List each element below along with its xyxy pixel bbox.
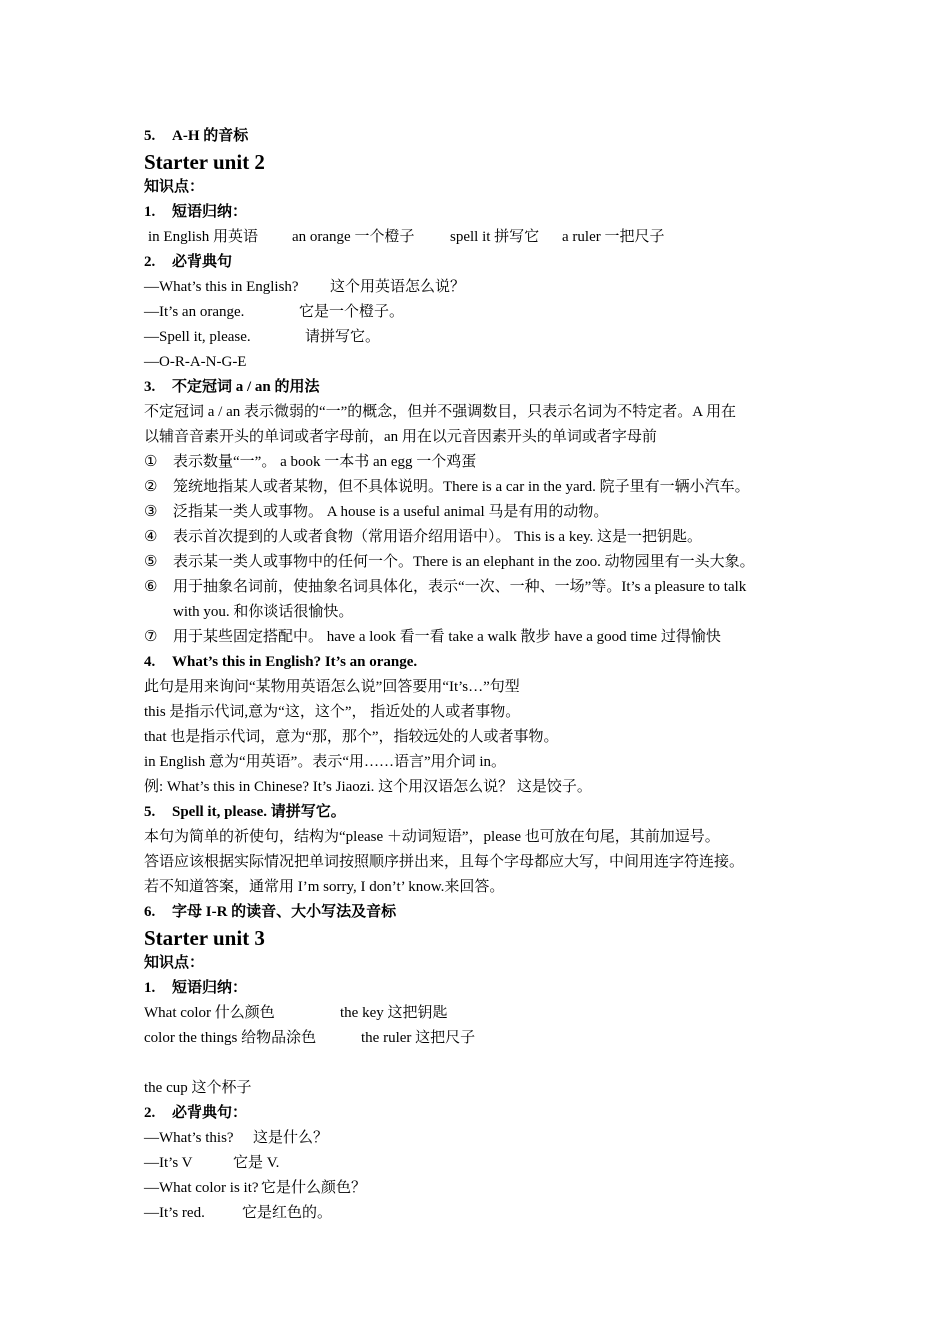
phrase-list: What color 什么颜色 the key 这把钥匙 <box>144 1005 448 1021</box>
dialog-line: —O-R-A-N-G-E <box>144 354 247 370</box>
unit-title: Starter unit 2 <box>144 150 265 174</box>
paragraph-line: 本句为简单的祈使句，结构为“please ＋动词短语”，please 也可放在句尾，其前加逗号。 <box>144 829 720 845</box>
spacer <box>144 1051 834 1076</box>
paragraph-line: 若不知道答案，通常用 I’m sorry, I don’t’ know.来回答。 <box>144 879 505 895</box>
dialog-line: —What’s this in English? 这个用英语怎么说？ <box>144 279 466 295</box>
section-heading: 2. 必背典句： <box>144 1105 248 1121</box>
usage-item-continued: with you. 和你谈话很愉快。 <box>173 604 354 620</box>
paragraph-line: 例: What’s this in Chinese? It’s Jiaozi. 这个用汉语怎么说？ 这是饺子。 <box>144 779 592 795</box>
usage-item: ⑦ 用于某些固定搭配中。 have a look 看一看 take a walk 散步 have a good time 过得愉快 <box>144 629 721 645</box>
dialog-line: —It’s red. 它是红色的。 <box>144 1205 333 1221</box>
dialog-line: —What color is it? 它是什么颜色？ <box>144 1180 367 1196</box>
paragraph-line: 以辅音音素开头的单词或者字母前，an 用在以元音因素开头的单词或者字母前 <box>144 429 657 445</box>
section-heading: 2. 必背典句 <box>144 254 233 270</box>
dialog-line: —What’s this? 这是什么？ <box>144 1130 329 1146</box>
section-heading: 5. Spell it, please. 请拼写它。 <box>144 804 346 820</box>
dialog-line: —Spell it, please. 请拼写它。 <box>144 329 381 345</box>
usage-item: ④ 表示首次提到的人或者食物（常用语介绍用语中）。 This is a key. 这是一把钥匙。 <box>144 529 703 545</box>
phrase-list: color the things 给物品涂色 the ruler 这把尺子 <box>144 1030 476 1046</box>
paragraph-line: 不定冠词 a / an 表示微弱的“一”的概念，但并不强调数目，只表示名词为不特定者。A 用在 <box>144 404 737 420</box>
usage-item: ③ 泛指某一类人或事物。 A house is a useful animal 马是有用的动物。 <box>144 504 609 520</box>
usage-item: ⑥ 用于抽象名词前，使抽象名词具体化，表示“一次、一种、一场”等。It’s a pleasure to talk <box>144 579 747 595</box>
knowledge-label: 知识点： <box>144 955 205 971</box>
section-heading: 3. 不定冠词 a / an 的用法 <box>144 379 320 395</box>
document-page <box>144 124 834 1226</box>
paragraph-line: 此句是用来询问“某物用英语怎么说”回答要用“It’s…”句型 <box>144 679 520 695</box>
section-heading: 1. 短语归纳： <box>144 980 248 996</box>
section-heading: 4. What’s this in English? It’s an orange. <box>144 654 418 670</box>
usage-item: ① 表示数量“一”。 a book 一本书 an egg 一个鸡蛋 <box>144 454 477 470</box>
usage-item: ② 笼统地指某人或者某物，但不具体说明。There is a car in the yard. 院子里有一辆小汽车。 <box>144 479 750 495</box>
phrase-list: the cup 这个杯子 <box>144 1080 252 1096</box>
section-heading: 5. A-H 的音标 <box>144 128 249 144</box>
unit-title: Starter unit 3 <box>144 926 265 950</box>
paragraph-line: 答语应该根据实际情况把单词按照顺序拼出来，且每个字母都应大写，中间用连字符连接。 <box>144 854 745 870</box>
paragraph-line: that 也是指示代词，意为“那，那个”，指较远处的人或者事物。 <box>144 729 559 745</box>
section-heading: 6. 字母 I-R 的读音、大小写法及音标 <box>144 904 397 920</box>
paragraph-line: this 是指示代词,意为“这，这个”， 指近处的人或者事物。 <box>144 704 521 720</box>
knowledge-label: 知识点： <box>144 179 205 195</box>
section-heading: 1. 短语归纳： <box>144 204 248 220</box>
dialog-line: —It’s an orange. 它是一个橙子。 <box>144 304 405 320</box>
phrase-list: in English 用英语 an orange 一个橙子 spell it 拼写它 a ruler 一把尺子 <box>148 229 665 245</box>
usage-item: ⑤ 表示某一类人或事物中的任何一个。There is an elephant in the zoo. 动物园里有一头大象。 <box>144 554 755 570</box>
paragraph-line: in English 意为“用英语”。表示“用……语言”用介词 in。 <box>144 754 507 770</box>
dialog-line: —It’s V 它是 V. <box>144 1155 280 1171</box>
